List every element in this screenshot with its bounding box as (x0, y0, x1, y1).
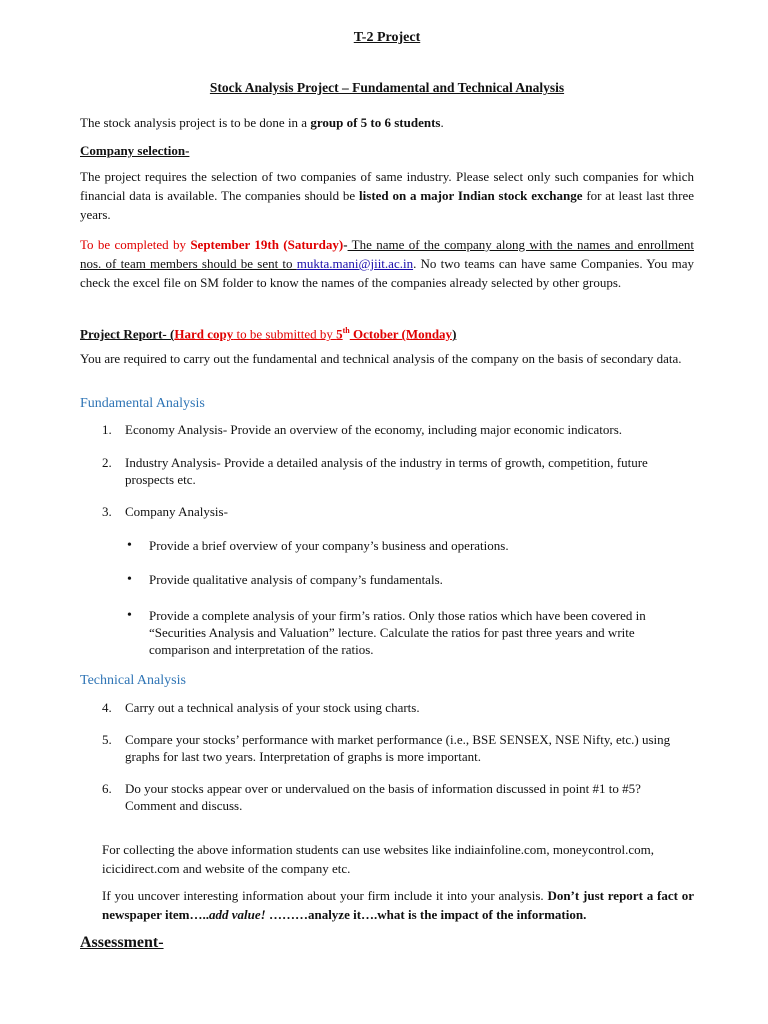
intro-text: The stock analysis project is to be done in a (80, 115, 311, 130)
fundamental-analysis-heading: Fundamental Analysis (80, 396, 205, 411)
add-value-text: add value! (209, 907, 266, 922)
report-day-number: 5 (336, 326, 343, 342)
list-number: 4. (102, 700, 112, 715)
company-selection-heading: Company selection- (80, 143, 190, 158)
uncover-paragraph (102, 886, 694, 924)
bullet-icon: • (127, 572, 132, 587)
deadline-label: To be completed by (80, 237, 191, 252)
submitted-by-text: to be submitted by (233, 326, 337, 342)
deadline-dash: - (343, 237, 348, 252)
listed-exchange-text: listed on a major Indian stock exchange (359, 188, 583, 203)
list-number: 6. (102, 781, 112, 796)
technical-analysis-heading: Technical Analysis (80, 673, 186, 688)
list-text: Industry Analysis- Provide a detailed analysis of the industry in terms of growth, competition, future prospects etc. (125, 455, 648, 487)
company-selection-text: The project requires the selection of two companies of same industry. Please select only such companies for which financial data is available. The companies should be (80, 169, 694, 203)
list-number: 3. (102, 504, 112, 519)
deadline-date: September 19th (Saturday) (190, 237, 344, 252)
company-selection-text-end: for at least last three years. (80, 188, 694, 222)
collecting-paragraph: For collecting the above information students can use websites like indiainfoline.com, moneycontrol.com, icicidirect.com and website of the company etc. (102, 842, 655, 876)
bullet-icon: • (127, 608, 132, 623)
deadline-text: The name of the company along with the names and enrollment nos. of team members should be sent to (80, 237, 694, 271)
bullet-text: Provide a complete analysis of your firm’s ratios. Only those ratios which have been covered in “Securities Analysis and Valuation” lecture. Calculate the ratios for past three years and write comparison and interpretation of the ratios. (149, 608, 646, 657)
list-text: Carry out a technical analysis of your stock using charts. (125, 700, 420, 715)
project-report-close: ) (452, 326, 457, 342)
hard-copy-text: Hard copy (174, 326, 234, 342)
document-title: T-2 Project (353, 30, 421, 45)
bullet-text: Provide qualitative analysis of company’s fundamentals. (149, 572, 443, 587)
intro-end: . (440, 115, 444, 130)
list-number: 2. (102, 455, 112, 470)
email-link[interactable]: mukta.mani@jiit.ac.in (296, 256, 414, 271)
report-day-suffix: th (342, 326, 350, 335)
company-selection-paragraph (80, 167, 694, 224)
deadline-paragraph (80, 235, 694, 292)
uncover-bold-text-end: ………analyze it….what is the impact of the information. (265, 907, 587, 922)
project-report-label: Project Report- ( (80, 326, 175, 342)
document-subtitle: Stock Analysis Project – Fundamental and Technical Analysis (209, 80, 565, 95)
bullet-text: Provide a brief overview of your company’s business and operations. (149, 538, 509, 553)
intro-group-size: group of 5 to 6 students (310, 115, 441, 130)
project-report-heading (80, 321, 694, 343)
bullet-icon: • (127, 538, 132, 553)
list-text: Economy Analysis- Provide an overview of the economy, including major economic indicators. (125, 422, 623, 437)
project-report-paragraph: You are required to carry out the fundamental and technical analysis of the company on the basis of secondary data. (80, 351, 682, 366)
list-number: 5. (102, 732, 112, 747)
uncover-text: If you uncover interesting information about your firm include it into your analysis. (102, 888, 548, 903)
intro-paragraph (80, 113, 694, 132)
uncover-bold-text: Don’t just report a fact or newspaper item….. (102, 888, 694, 922)
assessment-heading: Assessment- (80, 934, 164, 951)
list-text: Compare your stocks’ performance with market performance (i.e., BSE SENSEX, NSE Nifty, etc.) using graphs for last two years. Interpretation of graphs is more important. (125, 732, 671, 764)
report-date-text: October (Monday (349, 326, 453, 342)
list-text: Do your stocks appear over or undervalued on the basis of information discussed in point #1 to #5? Comment and discuss. (125, 781, 641, 813)
list-number: 1. (102, 422, 112, 437)
list-text: Company Analysis- (125, 504, 228, 519)
deadline-text-end: . No two teams can have same Companies. You may check the excel file on SM folder to know the names of the companies already selected by other groups. (80, 256, 694, 290)
